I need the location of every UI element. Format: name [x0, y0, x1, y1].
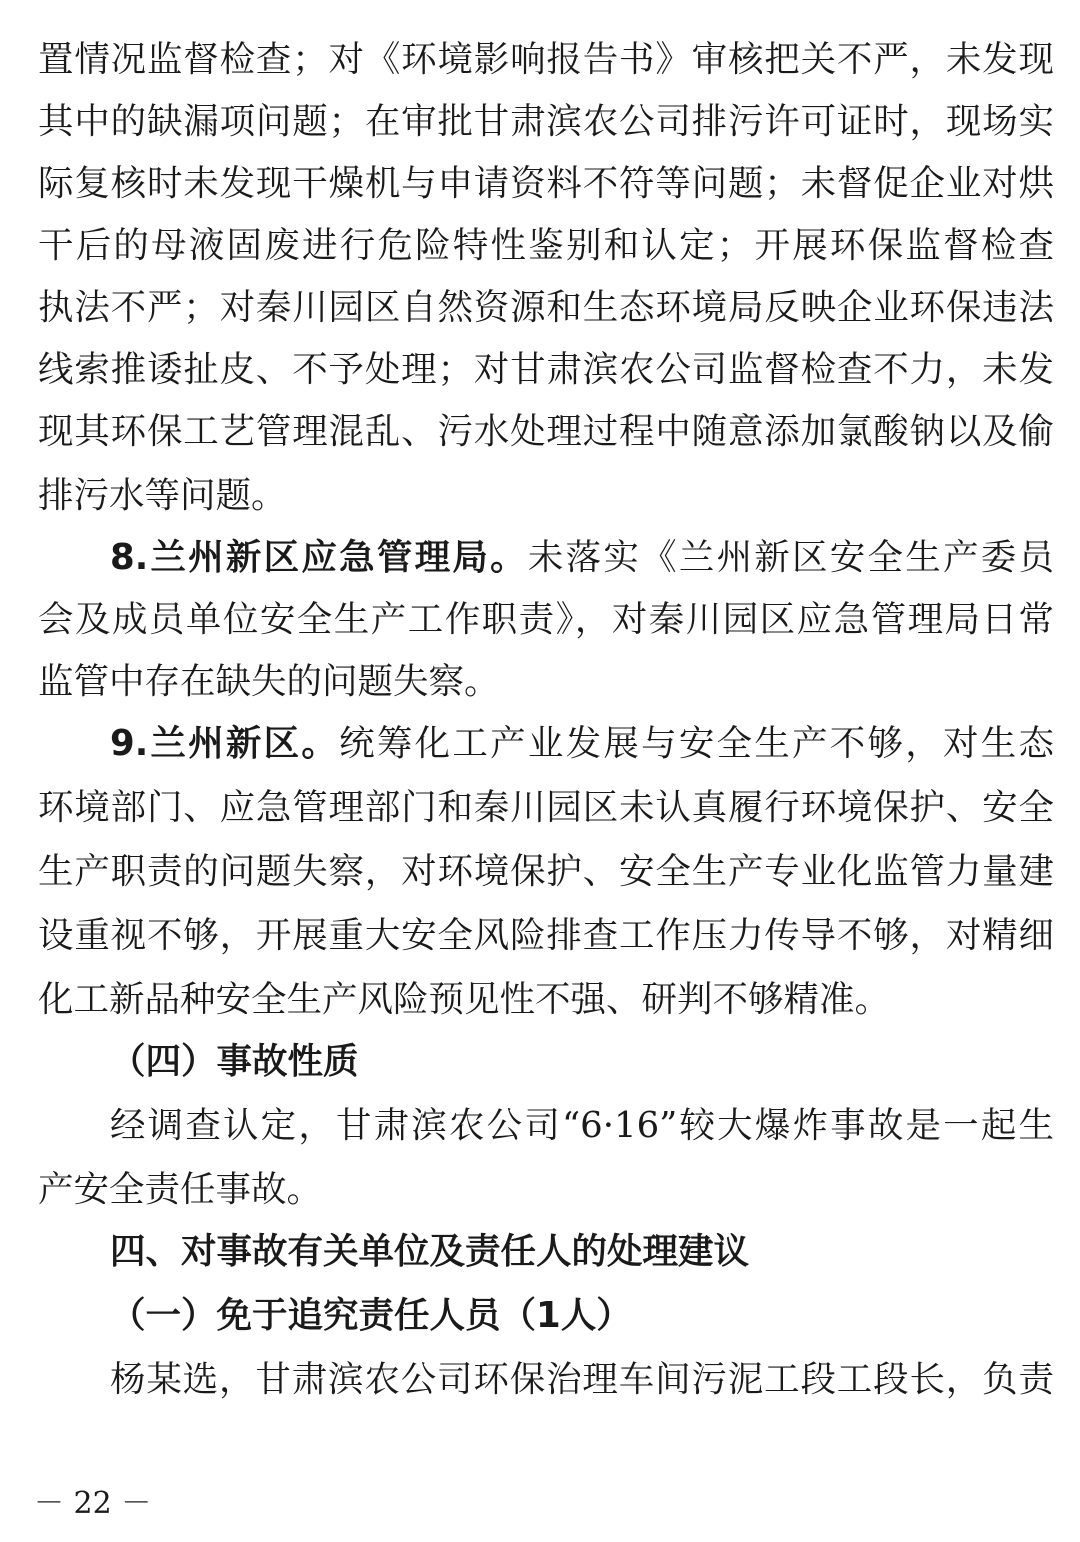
page-number: － 22 －	[34, 1486, 152, 1521]
item-8-text: 未落实《兰州新区安全生产委员	[527, 537, 1054, 578]
item-9-first-line	[110, 718, 1054, 770]
paragraph-line: 排污水等问题。	[38, 475, 287, 516]
section-4-first-line: 经调查认定，甘肃滨农公司“6·16”较大爆炸事故是一起生	[110, 1105, 1054, 1146]
paragraph-line: 其中的缺漏项问题；在审批甘肃滨农公司排污许可证时，现场实	[38, 101, 1054, 142]
paragraph-line: 现其环保工艺管理混乱、污水处理过程中随意添加氯酸钠以及偷	[38, 411, 1054, 452]
item-9-line: 化工新品种安全生产风险预见性不强、研判不够精准。	[38, 979, 891, 1020]
section-4-line: 产安全责任事故。	[38, 1169, 323, 1210]
item-9-heading: 9.兰州新区。	[110, 723, 340, 764]
chapter-4-heading: 四、对事故有关单位及责任人的处理建议	[110, 1231, 750, 1272]
item-8-line: 会及成员单位安全生产工作职责》，对秦川园区应急管理局日常	[38, 599, 1054, 640]
item-9-line: 生产职责的问题失察，对环境保护、安全生产专业化监管力量建	[38, 851, 1054, 892]
item-8-first-line	[110, 532, 1054, 584]
item-9-line: 环境部门、应急管理部门和秦川园区未认真履行环境保护、安全	[38, 787, 1054, 828]
paragraph-line: 线索推诿扯皮、不予处理；对甘肃滨农公司监督检查不力，未发	[38, 349, 1054, 390]
item-8-heading: 8.兰州新区应急管理局。	[110, 537, 528, 578]
item-9-text: 统筹化工产业发展与安全生产不够，对生态	[339, 723, 1054, 764]
paragraph-line: 际复核时未发现干燥机与申请资料不符等问题；未督促企业对烘	[38, 163, 1054, 204]
subsection-1-heading: （一）免于追究责任人员（1人）	[110, 1295, 632, 1336]
paragraph-line: 干后的母液固废进行危险特性鉴别和认定；开展环保监督检查	[38, 225, 1054, 266]
paragraph-line: 执法不严；对秦川园区自然资源和生态环境局反映企业环保违法	[38, 287, 1054, 328]
subsection-1-first-line: 杨某选，甘肃滨农公司环保治理车间污泥工段工段长，负责	[110, 1359, 1054, 1400]
paragraph-line: 置情况监督检查；对《环境影响报告书》审核把关不严，未发现	[38, 39, 1054, 80]
item-9-line: 设重视不够，开展重大安全风险排查工作压力传导不够，对精细	[38, 915, 1054, 956]
item-8-line: 监管中存在缺失的问题失察。	[38, 661, 500, 702]
section-4-heading: （四）事故性质	[110, 1041, 359, 1082]
